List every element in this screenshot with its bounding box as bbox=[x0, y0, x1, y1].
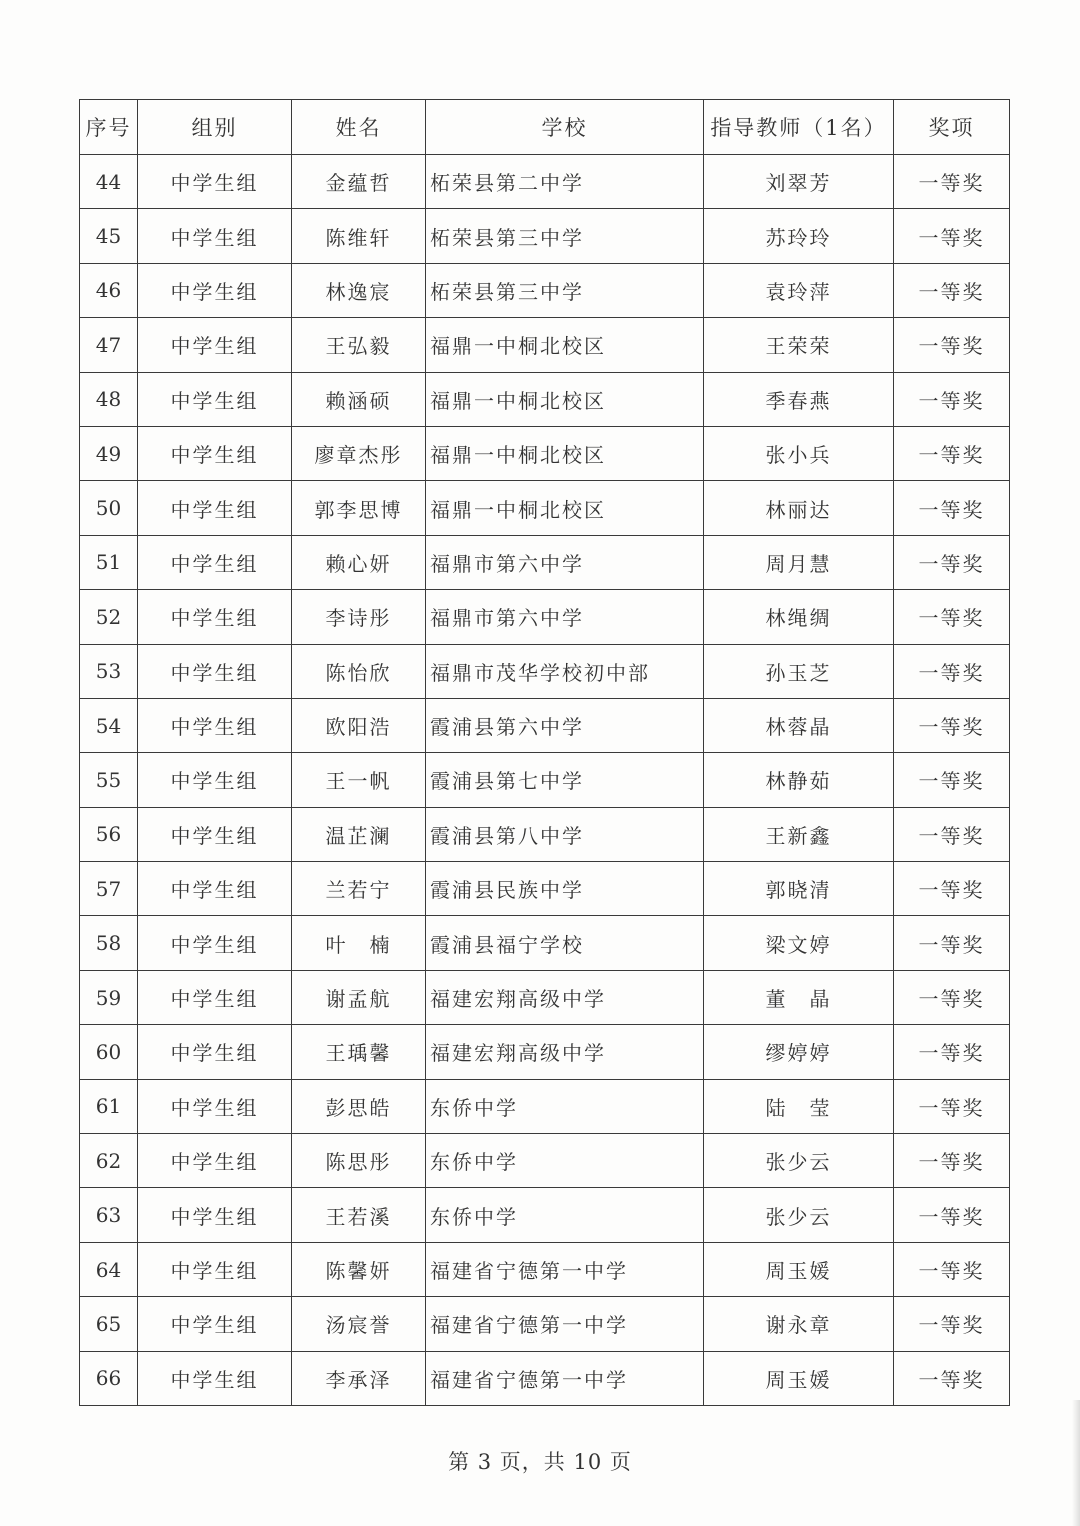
cell-group: 中学生组 bbox=[138, 1297, 292, 1351]
cell-award: 一等奖 bbox=[894, 372, 1010, 426]
table-row bbox=[80, 753, 1010, 807]
cell-award: 一等奖 bbox=[894, 698, 1010, 752]
cell-teacher: 陆 莹 bbox=[704, 1079, 894, 1133]
cell-award: 一等奖 bbox=[894, 1025, 1010, 1079]
cell-award: 一等奖 bbox=[894, 970, 1010, 1024]
cell-teacher: 林丽达 bbox=[704, 481, 894, 535]
cell-name: 欧阳浩 bbox=[292, 698, 426, 752]
cell-school: 柘荣县第三中学 bbox=[426, 263, 704, 317]
cell-index: 46 bbox=[80, 263, 138, 317]
cell-school: 福建宏翔高级中学 bbox=[426, 1025, 704, 1079]
cell-teacher: 缪婷婷 bbox=[704, 1025, 894, 1079]
table-row bbox=[80, 970, 1010, 1024]
table-row bbox=[80, 644, 1010, 698]
cell-award: 一等奖 bbox=[894, 590, 1010, 644]
cell-name: 郭李思博 bbox=[292, 481, 426, 535]
cell-school: 东侨中学 bbox=[426, 1188, 704, 1242]
cell-name: 温芷澜 bbox=[292, 807, 426, 861]
cell-award: 一等奖 bbox=[894, 209, 1010, 263]
cell-school: 福建省宁德第一中学 bbox=[426, 1242, 704, 1296]
cell-teacher: 王荣荣 bbox=[704, 318, 894, 372]
header-group: 组别 bbox=[138, 100, 292, 155]
header-school: 学校 bbox=[426, 100, 704, 155]
table-body bbox=[80, 155, 1010, 1406]
table-row bbox=[80, 1351, 1010, 1405]
cell-name: 陈怡欣 bbox=[292, 644, 426, 698]
cell-school: 福建宏翔高级中学 bbox=[426, 970, 704, 1024]
cell-teacher: 刘翠芳 bbox=[704, 155, 894, 209]
cell-school: 福鼎一中桐北校区 bbox=[426, 318, 704, 372]
table-row bbox=[80, 1079, 1010, 1133]
cell-group: 中学生组 bbox=[138, 535, 292, 589]
cell-school: 福鼎一中桐北校区 bbox=[426, 372, 704, 426]
cell-name: 林逸宸 bbox=[292, 263, 426, 317]
cell-index: 47 bbox=[80, 318, 138, 372]
cell-award: 一等奖 bbox=[894, 1134, 1010, 1188]
cell-group: 中学生组 bbox=[138, 807, 292, 861]
cell-group: 中学生组 bbox=[138, 1351, 292, 1405]
header-award: 奖项 bbox=[894, 100, 1010, 155]
table-row bbox=[80, 807, 1010, 861]
awards-table bbox=[79, 99, 1010, 1406]
table-row bbox=[80, 535, 1010, 589]
cell-index: 63 bbox=[80, 1188, 138, 1242]
header-teacher: 指导教师（1名） bbox=[704, 100, 894, 155]
header-name: 姓名 bbox=[292, 100, 426, 155]
cell-teacher: 董 晶 bbox=[704, 970, 894, 1024]
cell-index: 62 bbox=[80, 1134, 138, 1188]
cell-teacher: 季春燕 bbox=[704, 372, 894, 426]
table-row bbox=[80, 1025, 1010, 1079]
cell-group: 中学生组 bbox=[138, 916, 292, 970]
cell-group: 中学生组 bbox=[138, 970, 292, 1024]
cell-index: 48 bbox=[80, 372, 138, 426]
cell-index: 45 bbox=[80, 209, 138, 263]
cell-index: 58 bbox=[80, 916, 138, 970]
cell-group: 中学生组 bbox=[138, 590, 292, 644]
cell-teacher: 周玉媛 bbox=[704, 1351, 894, 1405]
cell-name: 赖涵硕 bbox=[292, 372, 426, 426]
table-row bbox=[80, 1297, 1010, 1351]
cell-index: 66 bbox=[80, 1351, 138, 1405]
table-row bbox=[80, 1134, 1010, 1188]
cell-school: 福鼎市第六中学 bbox=[426, 590, 704, 644]
cell-teacher: 孙玉芝 bbox=[704, 644, 894, 698]
cell-index: 57 bbox=[80, 862, 138, 916]
cell-index: 55 bbox=[80, 753, 138, 807]
cell-award: 一等奖 bbox=[894, 1242, 1010, 1296]
cell-group: 中学生组 bbox=[138, 481, 292, 535]
cell-group: 中学生组 bbox=[138, 372, 292, 426]
cell-school: 福建省宁德第一中学 bbox=[426, 1297, 704, 1351]
table-row bbox=[80, 209, 1010, 263]
cell-award: 一等奖 bbox=[894, 807, 1010, 861]
cell-name: 李承泽 bbox=[292, 1351, 426, 1405]
cell-award: 一等奖 bbox=[894, 426, 1010, 480]
table-row bbox=[80, 155, 1010, 209]
cell-school: 东侨中学 bbox=[426, 1134, 704, 1188]
cell-name: 陈思彤 bbox=[292, 1134, 426, 1188]
cell-teacher: 张少云 bbox=[704, 1134, 894, 1188]
cell-teacher: 林静茹 bbox=[704, 753, 894, 807]
table-header bbox=[80, 100, 1010, 155]
header-index: 序号 bbox=[80, 100, 138, 155]
cell-award: 一等奖 bbox=[894, 862, 1010, 916]
cell-name: 赖心妍 bbox=[292, 535, 426, 589]
cell-name: 李诗彤 bbox=[292, 590, 426, 644]
cell-index: 50 bbox=[80, 481, 138, 535]
cell-index: 54 bbox=[80, 698, 138, 752]
table-row bbox=[80, 1188, 1010, 1242]
table-row bbox=[80, 590, 1010, 644]
table-row bbox=[80, 698, 1010, 752]
cell-teacher: 张少云 bbox=[704, 1188, 894, 1242]
cell-name: 叶 楠 bbox=[292, 916, 426, 970]
cell-index: 44 bbox=[80, 155, 138, 209]
cell-index: 64 bbox=[80, 1242, 138, 1296]
cell-group: 中学生组 bbox=[138, 1025, 292, 1079]
cell-name: 廖章杰彤 bbox=[292, 426, 426, 480]
cell-school: 福鼎市第六中学 bbox=[426, 535, 704, 589]
cell-school: 柘荣县第二中学 bbox=[426, 155, 704, 209]
cell-name: 彭思皓 bbox=[292, 1079, 426, 1133]
cell-teacher: 周玉媛 bbox=[704, 1242, 894, 1296]
cell-index: 53 bbox=[80, 644, 138, 698]
table-row bbox=[80, 263, 1010, 317]
cell-award: 一等奖 bbox=[894, 535, 1010, 589]
cell-school: 霞浦县第七中学 bbox=[426, 753, 704, 807]
cell-group: 中学生组 bbox=[138, 426, 292, 480]
cell-index: 59 bbox=[80, 970, 138, 1024]
cell-award: 一等奖 bbox=[894, 644, 1010, 698]
cell-teacher: 张小兵 bbox=[704, 426, 894, 480]
cell-name: 王一帆 bbox=[292, 753, 426, 807]
cell-award: 一等奖 bbox=[894, 263, 1010, 317]
table-row bbox=[80, 481, 1010, 535]
cell-teacher: 王新鑫 bbox=[704, 807, 894, 861]
cell-index: 51 bbox=[80, 535, 138, 589]
cell-award: 一等奖 bbox=[894, 1188, 1010, 1242]
cell-group: 中学生组 bbox=[138, 862, 292, 916]
table-row bbox=[80, 862, 1010, 916]
cell-school: 东侨中学 bbox=[426, 1079, 704, 1133]
cell-award: 一等奖 bbox=[894, 481, 1010, 535]
cell-group: 中学生组 bbox=[138, 1188, 292, 1242]
cell-index: 61 bbox=[80, 1079, 138, 1133]
cell-school: 福鼎市茂华学校初中部 bbox=[426, 644, 704, 698]
cell-award: 一等奖 bbox=[894, 318, 1010, 372]
cell-school: 福鼎一中桐北校区 bbox=[426, 426, 704, 480]
cell-school: 福建省宁德第一中学 bbox=[426, 1351, 704, 1405]
table-row bbox=[80, 426, 1010, 480]
cell-group: 中学生组 bbox=[138, 318, 292, 372]
table-row bbox=[80, 372, 1010, 426]
table-row bbox=[80, 318, 1010, 372]
cell-school: 福鼎一中桐北校区 bbox=[426, 481, 704, 535]
cell-teacher: 林绳绸 bbox=[704, 590, 894, 644]
table-row bbox=[80, 1242, 1010, 1296]
cell-teacher: 苏玲玲 bbox=[704, 209, 894, 263]
cell-index: 52 bbox=[80, 590, 138, 644]
cell-name: 谢孟航 bbox=[292, 970, 426, 1024]
cell-index: 65 bbox=[80, 1297, 138, 1351]
cell-teacher: 林蓉晶 bbox=[704, 698, 894, 752]
cell-teacher: 郭晓清 bbox=[704, 862, 894, 916]
cell-name: 王若溪 bbox=[292, 1188, 426, 1242]
cell-award: 一等奖 bbox=[894, 1351, 1010, 1405]
cell-school: 霞浦县第六中学 bbox=[426, 698, 704, 752]
table-row bbox=[80, 916, 1010, 970]
cell-name: 王瑀馨 bbox=[292, 1025, 426, 1079]
cell-school: 霞浦县福宁学校 bbox=[426, 916, 704, 970]
cell-group: 中学生组 bbox=[138, 698, 292, 752]
cell-school: 霞浦县民族中学 bbox=[426, 862, 704, 916]
cell-award: 一等奖 bbox=[894, 916, 1010, 970]
cell-award: 一等奖 bbox=[894, 1079, 1010, 1133]
cell-group: 中学生组 bbox=[138, 155, 292, 209]
cell-name: 兰若宁 bbox=[292, 862, 426, 916]
page-number: 第 3 页，共 10 页 bbox=[448, 1450, 632, 1474]
cell-group: 中学生组 bbox=[138, 753, 292, 807]
cell-school: 柘荣县第三中学 bbox=[426, 209, 704, 263]
cell-group: 中学生组 bbox=[138, 644, 292, 698]
cell-school: 霞浦县第八中学 bbox=[426, 807, 704, 861]
cell-name: 陈维轩 bbox=[292, 209, 426, 263]
cell-group: 中学生组 bbox=[138, 1134, 292, 1188]
cell-group: 中学生组 bbox=[138, 1242, 292, 1296]
cell-name: 汤宸誉 bbox=[292, 1297, 426, 1351]
cell-name: 陈馨妍 bbox=[292, 1242, 426, 1296]
cell-teacher: 周月慧 bbox=[704, 535, 894, 589]
cell-group: 中学生组 bbox=[138, 1079, 292, 1133]
cell-teacher: 谢永章 bbox=[704, 1297, 894, 1351]
cell-index: 60 bbox=[80, 1025, 138, 1079]
cell-teacher: 梁文婷 bbox=[704, 916, 894, 970]
cell-award: 一等奖 bbox=[894, 155, 1010, 209]
cell-group: 中学生组 bbox=[138, 263, 292, 317]
cell-index: 49 bbox=[80, 426, 138, 480]
header-row bbox=[80, 100, 1010, 155]
cell-award: 一等奖 bbox=[894, 1297, 1010, 1351]
page-edge-shadow bbox=[1072, 1400, 1080, 1526]
cell-group: 中学生组 bbox=[138, 209, 292, 263]
cell-name: 王弘毅 bbox=[292, 318, 426, 372]
cell-name: 金蕴哲 bbox=[292, 155, 426, 209]
cell-teacher: 袁玲萍 bbox=[704, 263, 894, 317]
cell-index: 56 bbox=[80, 807, 138, 861]
cell-award: 一等奖 bbox=[894, 753, 1010, 807]
